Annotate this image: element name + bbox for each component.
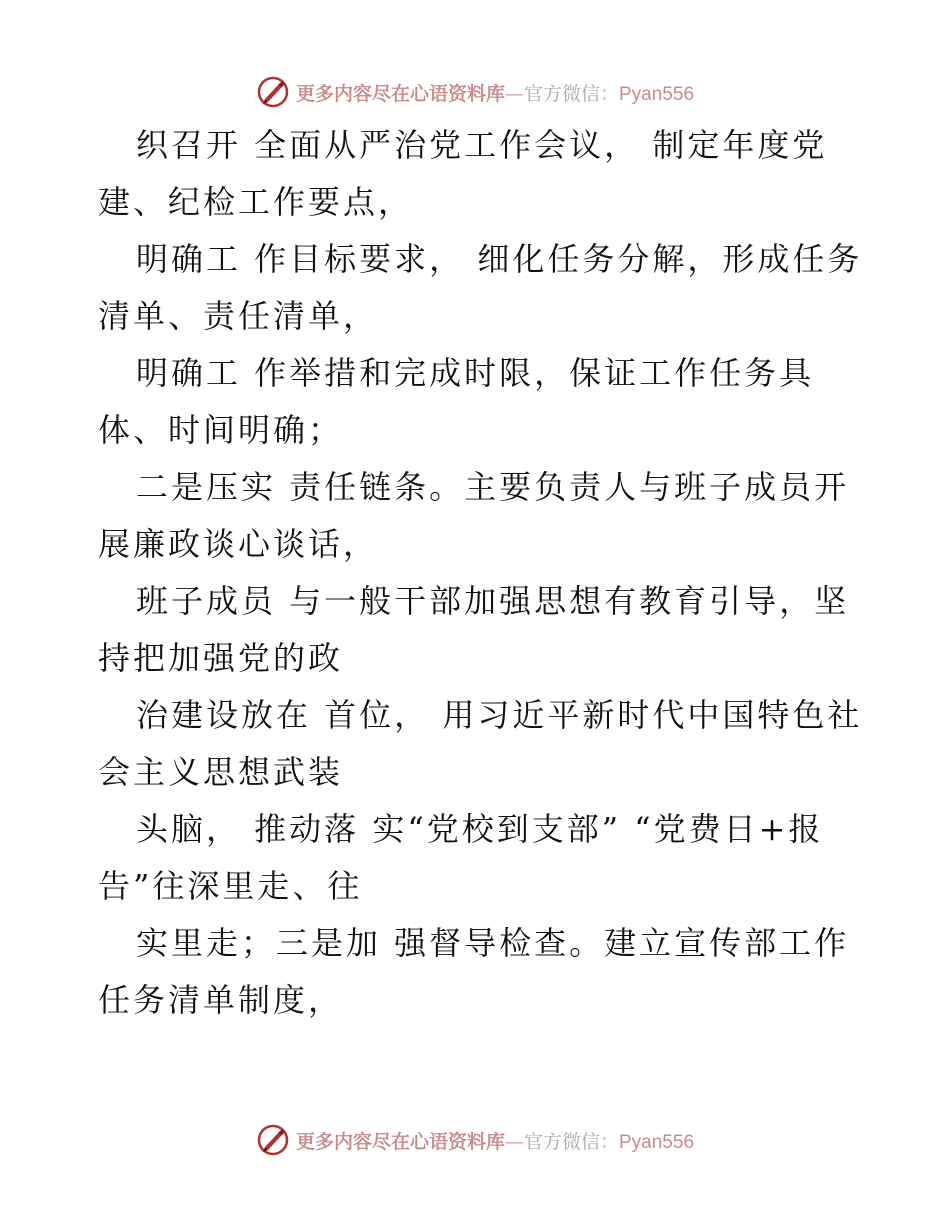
text-line: 班子成员 与一般干部加强思想有教育引导，坚 — [136, 582, 850, 620]
text-line: 治建设放在 首位， 用习近平新时代中国特色社 — [136, 696, 863, 734]
watermark-text — [296, 1127, 694, 1154]
text-line: 展廉政谈心谈话， — [98, 525, 379, 563]
text-line: 告”往深里走、往 — [98, 867, 363, 905]
text-line: 头脑， 推动落 实“党校到支部” “党费日+报 — [136, 810, 824, 848]
text-line: 会主义思想武装 — [98, 753, 344, 791]
paragraph — [98, 915, 868, 1029]
watermark-dash: — — [504, 1130, 524, 1153]
watermark-wechat-id: Pyan556 — [619, 1131, 695, 1153]
pen-logo-icon — [256, 1123, 290, 1157]
text-line: 明确工 作目标要求， 细化任务分解，形成任务 — [136, 240, 863, 278]
text-line: 建、纪检工作要点， — [98, 183, 414, 221]
pen-logo-icon — [256, 75, 290, 109]
paragraph — [98, 573, 868, 687]
paragraph — [98, 117, 868, 231]
paragraph — [98, 801, 868, 915]
header-watermark — [0, 72, 950, 112]
watermark-label: 官方微信： — [523, 1130, 619, 1153]
watermark-wechat-id: Pyan556 — [619, 83, 695, 105]
document-body — [98, 117, 868, 1029]
text-line: 明确工 作举措和完成时限，保证工作任务具 — [136, 354, 815, 392]
watermark-label: 官方微信： — [523, 82, 619, 105]
text-line: 任务清单制度， — [98, 981, 344, 1019]
text-line: 清单、责任清单， — [98, 297, 379, 335]
footer-watermark — [0, 1120, 950, 1160]
paragraph — [98, 459, 868, 573]
text-line: 持把加强党的政 — [98, 639, 344, 677]
paragraph — [98, 345, 868, 459]
watermark-brand: 更多内容尽在心语资料库 — [295, 1130, 505, 1153]
text-line: 织召开 全面从严治党工作会议， 制定年度党 — [136, 126, 828, 164]
text-line: 二是压实 责任链条。主要负责人与班子成员开 — [136, 468, 850, 506]
watermark-brand: 更多内容尽在心语资料库 — [295, 82, 505, 105]
text-line: 体、时间明确； — [98, 411, 344, 449]
watermark-text — [296, 79, 694, 106]
watermark-dash: — — [504, 82, 524, 105]
text-line: 实里走；三是加 强督导检查。建立宣传部工作 — [136, 924, 850, 962]
paragraph — [98, 687, 868, 801]
paragraph — [98, 231, 868, 345]
